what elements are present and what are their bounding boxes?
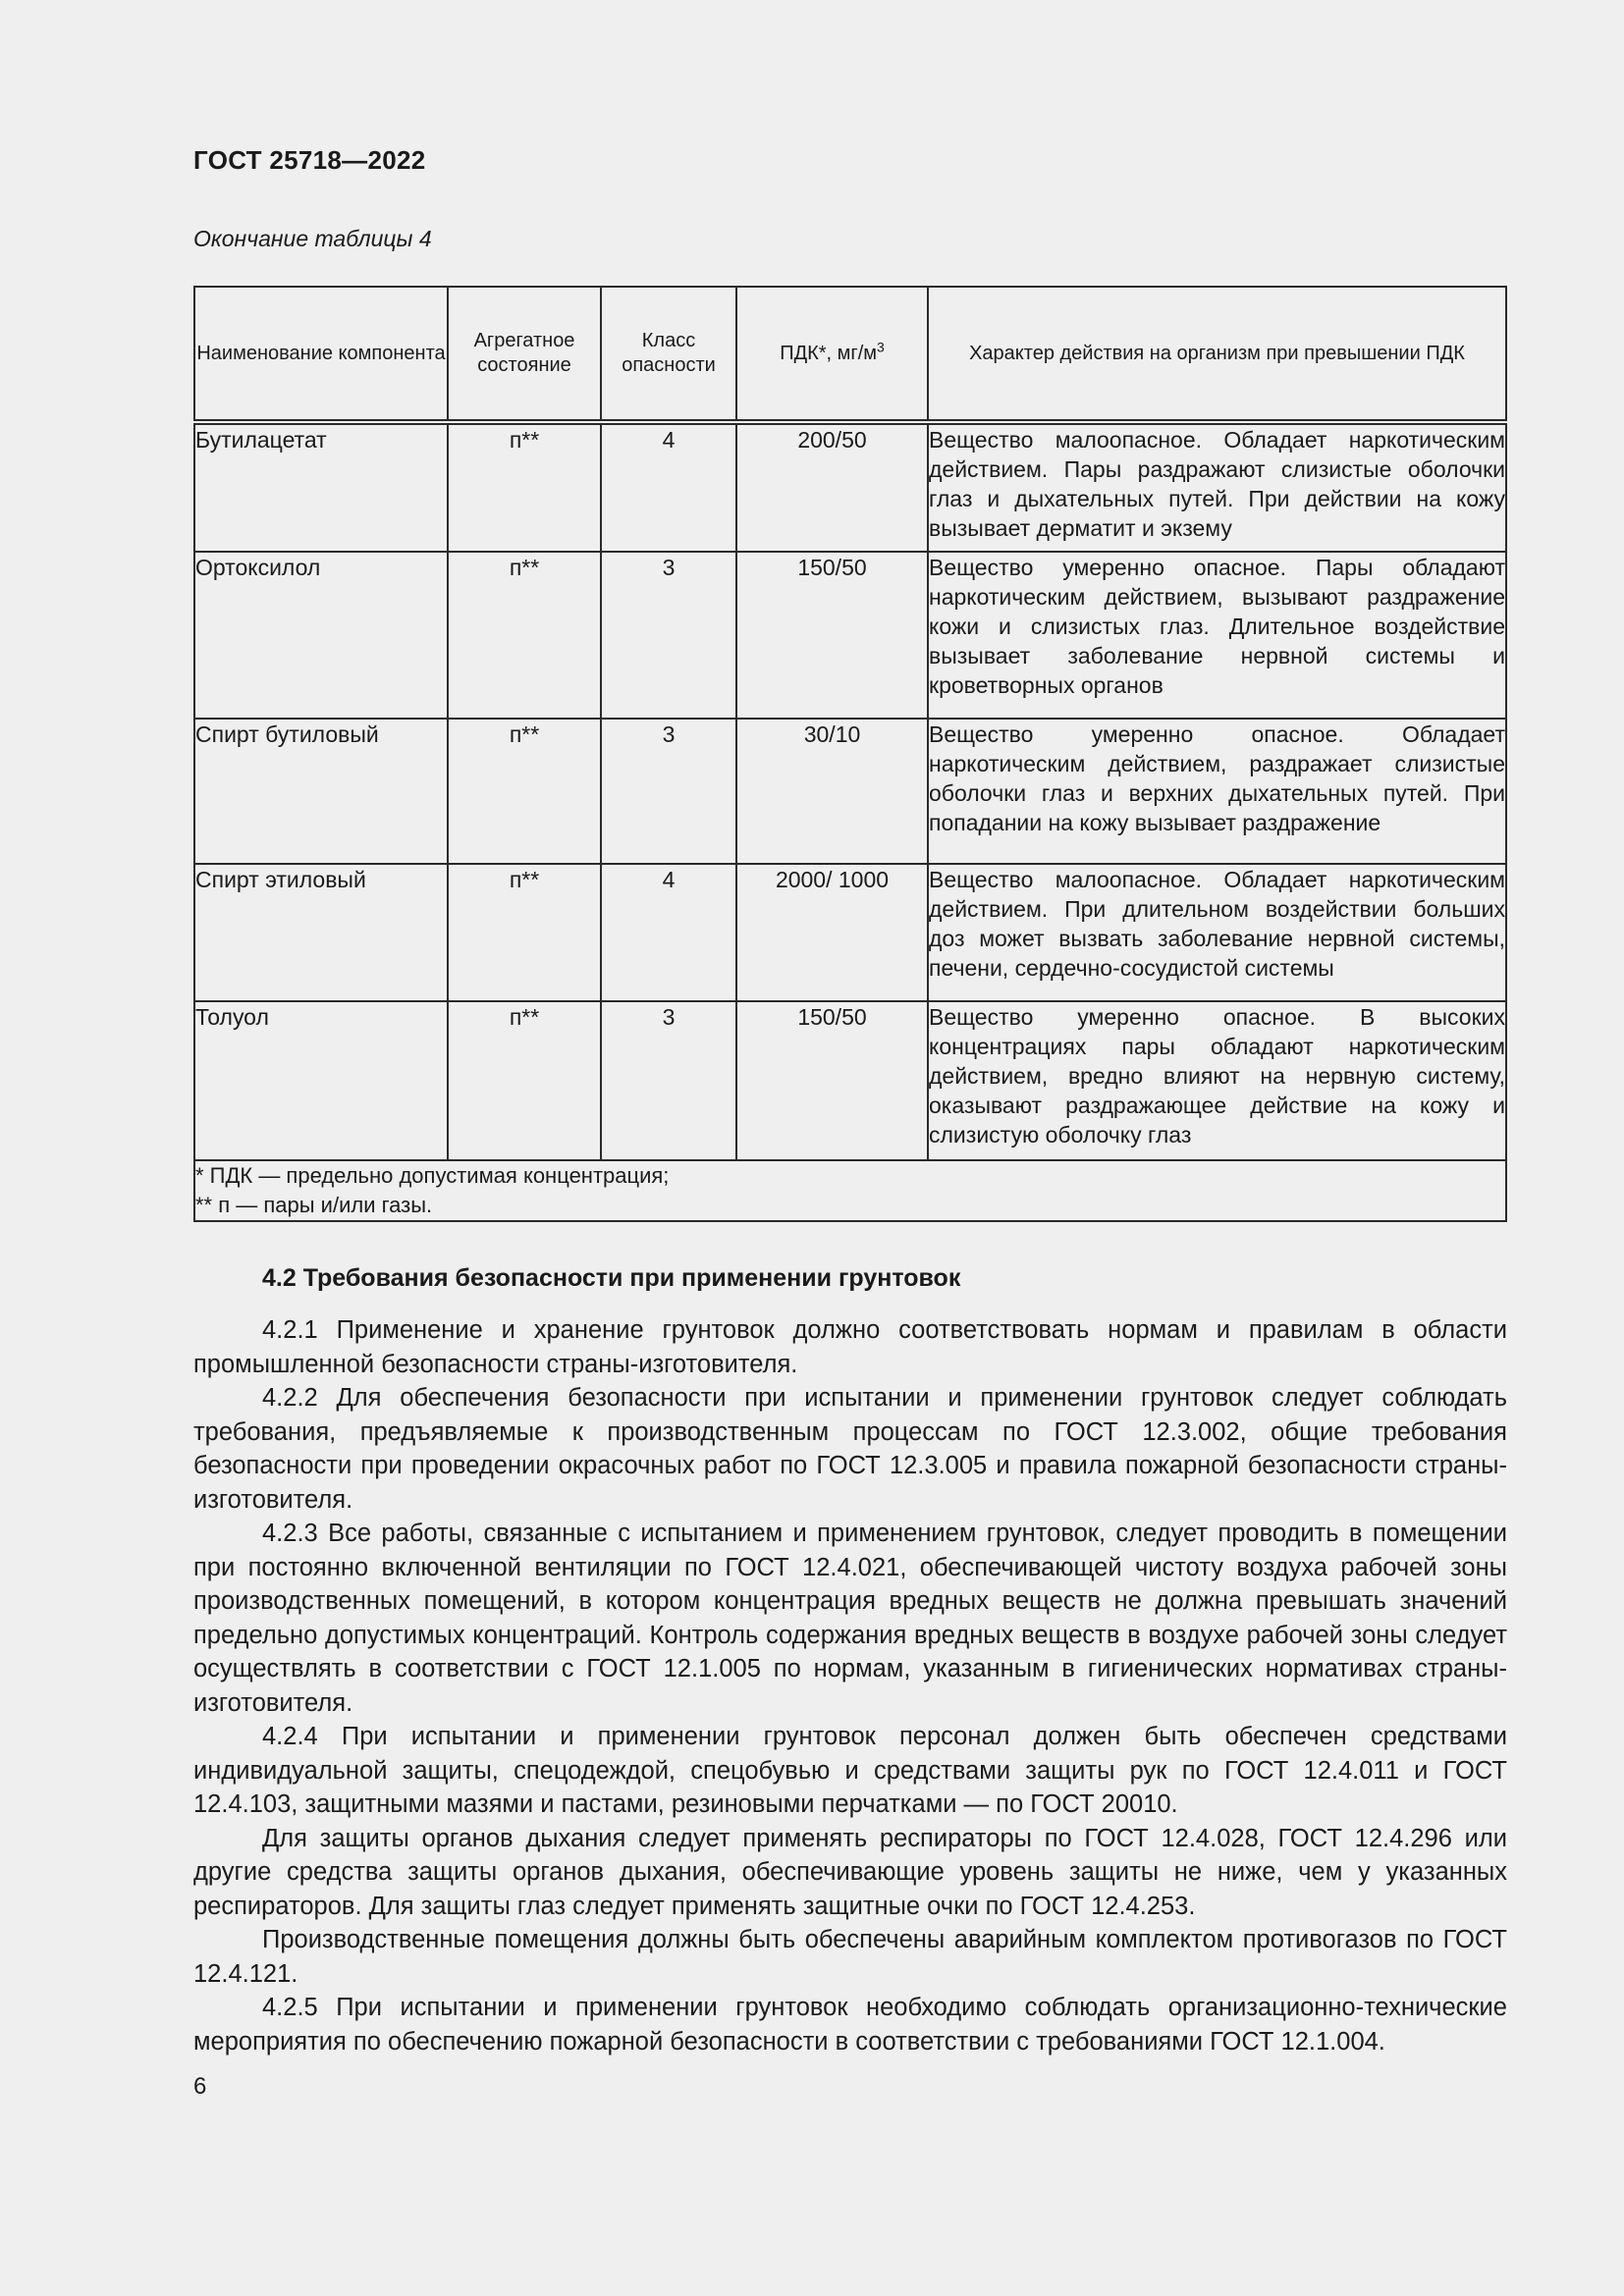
table-row	[194, 552, 1506, 719]
section-body	[193, 1313, 1507, 2058]
cell-effect: Вещество умеренно опасное. Пары обладают наркотическим действием, вызывают раздражение кожи и слизистых глаз. Длительное воздействие вызывает заболевание нервной системы и кроветворных органов	[928, 552, 1506, 719]
pdk-header-superscript: 3	[877, 338, 885, 354]
cell-pdk: 150/50	[736, 1001, 928, 1160]
note-pdk: * ПДК — предельно допустимая концентрация;	[195, 1163, 670, 1188]
cell-pdk: 30/10	[736, 719, 928, 864]
table-notes	[194, 1160, 1506, 1221]
hazard-table	[193, 286, 1507, 1222]
table-row	[194, 864, 1506, 1001]
paragraph: 4.2.4 При испытании и применении грунтовок персонал должен быть обеспечен средствами индивидуальной защиты, спецодеждой, спецобувью и средствами защиты рук по ГОСТ 12.4.011 и ГОСТ 12.4.103, защитными мазями и пастами, резиновыми перчатками — по ГОСТ 20010.	[193, 1723, 1507, 1818]
cell-name: Спирт бутиловый	[194, 719, 448, 864]
cell-class: 3	[601, 719, 736, 864]
paragraph: Для защиты органов дыхания следует применять респираторы по ГОСТ 12.4.028, ГОСТ 12.4.296 или другие средства защиты органов дыхания, обеспечивающие уровень защиты не ниже, чем у указанных респираторов. Для защиты глаз следует применять защитные очки по ГОСТ 12.4.253.	[193, 1824, 1507, 1920]
table-row	[194, 422, 1506, 552]
cell-class: 3	[601, 1001, 736, 1160]
cell-effect: Вещество малоопасное. Обладает наркотическим действием. При длительном воздействии больших доз может вызвать заболевание нервной системы, печени, сердечно-сосудистой системы	[928, 864, 1506, 1001]
cell-state: п**	[448, 552, 601, 719]
cell-name: Толуол	[194, 1001, 448, 1160]
table-row	[194, 1001, 1506, 1160]
cell-effect: Вещество умеренно опасное. Обладает наркотическим действием, раздражает слизистые оболочки глаз и верхних дыхательных путей. При попадании на кожу вызывает раздражение	[928, 719, 1506, 864]
document-code: ГОСТ 25718—2022	[193, 145, 426, 175]
cell-state: п**	[448, 719, 601, 864]
column-header-state: Агрегатное состояние	[448, 287, 601, 422]
cell-class: 3	[601, 552, 736, 719]
table-notes-row	[194, 1160, 1506, 1221]
pdk-header-text: ПДК*, мг/м	[780, 342, 878, 364]
cell-state: п**	[448, 1001, 601, 1160]
cell-class: 4	[601, 422, 736, 552]
column-header-class: Класс опасности	[601, 287, 736, 422]
paragraph: 4.2.5 При испытании и применении грунтовок необходимо соблюдать организационно-технические мероприятия по обеспечению пожарной безопасности в соответствии с требованиями ГОСТ 12.1.004.	[193, 1994, 1507, 2056]
section-title: 4.2 Требования безопасности при применении грунтовок	[262, 1264, 961, 1292]
page-number: 6	[193, 2073, 207, 2100]
column-header-effect: Характер действия на организм при превышении ПДК	[928, 287, 1506, 422]
cell-pdk: 150/50	[736, 552, 928, 719]
cell-state: п**	[448, 422, 601, 552]
column-header-name: Наименование компонента	[194, 287, 448, 422]
cell-name: Спирт этиловый	[194, 864, 448, 1001]
table-row	[194, 719, 1506, 864]
cell-effect: Вещество малоопасное. Обладает наркотическим действием. Пары раздражают слизистые оболочки глаз и дыхательных путей. При действии на кожу вызывает дерматит и экзему	[928, 422, 1506, 552]
paragraph: 4.2.1 Применение и хранение грунтовок должно соответствовать нормам и правилам в области промышленной безопасности страны-изготовителя.	[193, 1316, 1507, 1378]
cell-class: 4	[601, 864, 736, 1001]
cell-pdk: 200/50	[736, 422, 928, 552]
cell-state: п**	[448, 864, 601, 1001]
paragraph: 4.2.3 Все работы, связанные с испытанием и применением грунтовок, следует проводить в помещении при постоянно включенной вентиляции по ГОСТ 12.4.021, обеспечивающей чистоту воздуха рабочей зоны производственных помещений, в котором концентрация вредных веществ не должна превышать значений предельно допустимых концентраций. Контроль содержания вредных веществ в воздухе рабочей зоны следует осуществлять в соответствии с ГОСТ 12.1.005 по нормам, указанным в гигиенических нормативах страны-изготовителя.	[193, 1520, 1507, 1717]
table-header-row	[194, 287, 1506, 422]
paragraph: 4.2.2 Для обеспечения безопасности при испытании и применении грунтовок следует соблюдать требования, предъявляемые к производственным процессам по ГОСТ 12.3.002, общие требования безопасности при проведении окрасочных работ по ГОСТ 12.3.005 и правила пожарной безопасности страны-изготовителя.	[193, 1384, 1507, 1514]
cell-name: Ортоксилол	[194, 552, 448, 719]
paragraph: Производственные помещения должны быть обеспечены аварийным комплектом противогазов по ГОСТ 12.4.121.	[193, 1926, 1507, 1988]
cell-pdk: 2000/ 1000	[736, 864, 928, 1001]
cell-name: Бутилацетат	[194, 422, 448, 552]
cell-effect: Вещество умеренно опасное. В высоких концентрациях пары обладают наркотическим действием, вредно влияют на нервную систему, оказывают раздражающее действие на кожу и слизистую оболочку глаз	[928, 1001, 1506, 1160]
note-state: ** п — пары и/или газы.	[195, 1193, 433, 1217]
table-caption: Окончание таблицы 4	[193, 226, 432, 251]
column-header-pdk	[736, 287, 928, 422]
